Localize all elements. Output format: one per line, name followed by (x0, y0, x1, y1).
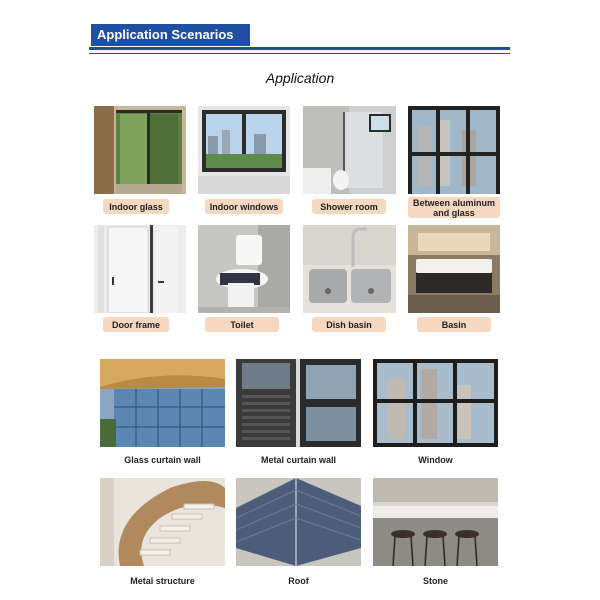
page-subtitle: Application (265, 70, 335, 86)
dish-basin-photo (303, 225, 396, 313)
indoor-windows-photo (198, 106, 290, 194)
label-pill: Door frame (103, 317, 169, 332)
label-pill: Shower room (312, 199, 386, 214)
caption: Stone (422, 576, 448, 586)
caption: Glass curtain wall (124, 455, 201, 465)
header-divider-thick (89, 47, 510, 50)
caption: Roof (288, 576, 309, 586)
aluminum-glass-photo (408, 106, 500, 194)
stone-photo (373, 478, 498, 566)
basin-photo (408, 225, 500, 313)
caption: Metal curtain wall (260, 455, 337, 465)
roof-photo (236, 478, 361, 566)
header-divider-thin (89, 53, 510, 54)
glass-curtain-wall-photo (100, 359, 225, 447)
caption: Window (418, 455, 453, 465)
label-pill: Basin (417, 317, 491, 332)
section-title: Application Scenarios (91, 24, 250, 46)
metal-curtain-wall-photo (236, 359, 361, 447)
label-pill: Indoor glass (103, 199, 169, 214)
caption: Metal structure (130, 576, 195, 586)
shower-room-photo (303, 106, 396, 194)
label-pill: Dish basin (312, 317, 386, 332)
toilet-photo (198, 225, 290, 313)
label-pill: Toilet (205, 317, 279, 332)
window-photo (373, 359, 498, 447)
metal-structure-photo (100, 478, 225, 566)
label-pill: Between aluminum and glass (408, 197, 500, 218)
indoor-glass-photo (94, 106, 186, 194)
door-frame-photo (94, 225, 186, 313)
label-pill: Indoor windows (205, 199, 283, 214)
